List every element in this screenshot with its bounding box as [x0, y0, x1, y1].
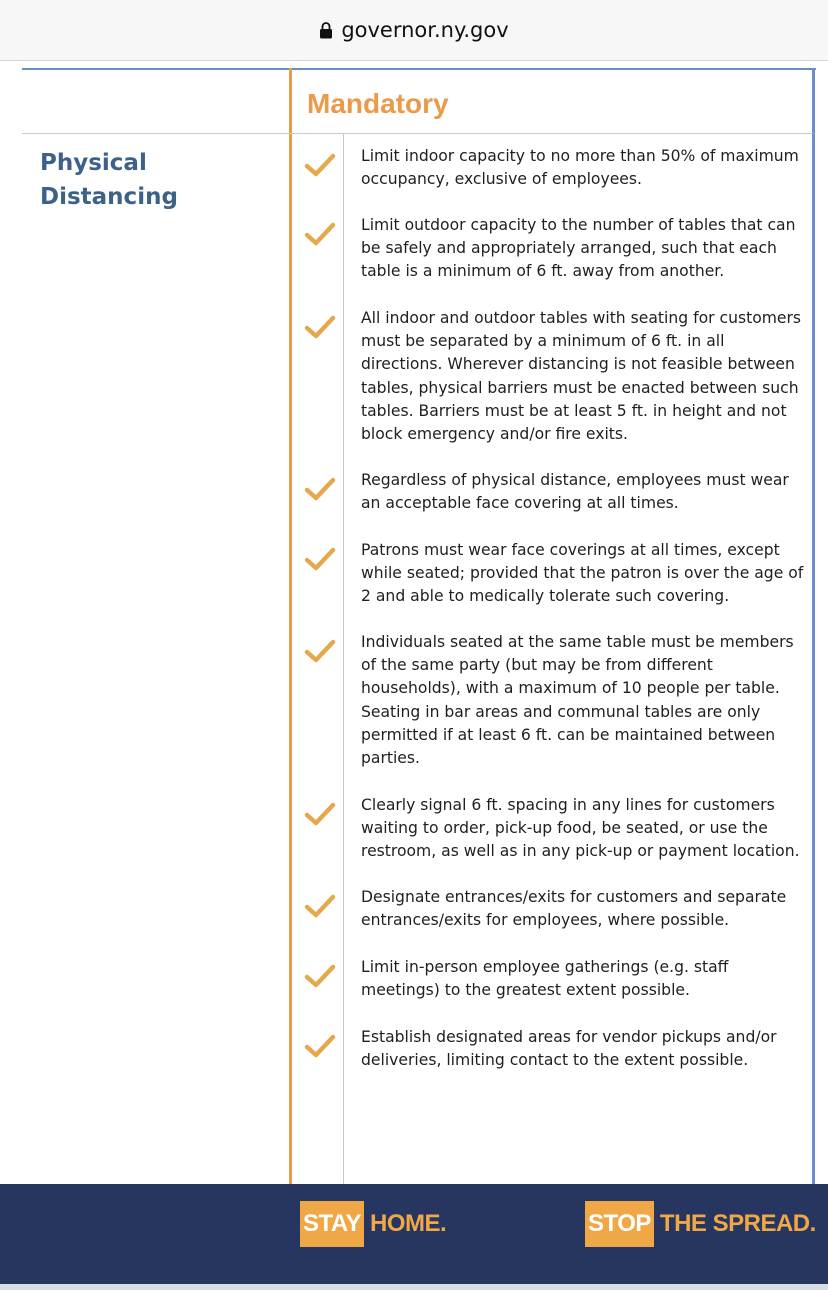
mandatory-column-rule: [289, 68, 292, 1184]
header-divider: [22, 133, 813, 134]
item-text: Limit in-person employee gatherings (e.g. staff meetings) to the greatest extent possible.: [361, 958, 729, 1000]
check-icon: [304, 153, 336, 177]
item-text: Regardless of physical distance, employees must wear an acceptable face covering at all times.: [361, 471, 789, 513]
slogan-stay-box: STAY: [300, 1201, 364, 1247]
table-right-rule: [812, 68, 815, 1184]
column-header-mandatory: Mandatory: [307, 88, 449, 119]
item-text: All indoor and outdoor tables with seating for customers must be separated by a minimum of 6 ft. in all directions. Wherever distancing is not feasible between tables, physical barriers must be enacted between such tables. Barriers must be at least 5 ft. in height and not block emergency and/or fire exits.: [361, 309, 802, 444]
footer-bottom-strip: [0, 1284, 828, 1290]
address-bar[interactable]: [0, 0, 828, 61]
check-icon: [304, 802, 336, 826]
item-text: Establish designated areas for vendor pickups and/or deliveries, limiting contact to the extent possible.: [361, 1028, 777, 1070]
check-icon: [304, 639, 336, 663]
url-text: governor.ny.gov: [341, 18, 509, 42]
item-text: Clearly signal 6 ft. spacing in any lines for customers waiting to order, pick-up food, be seated, or use the restroom, as well as in any pick-up or payment location.: [361, 796, 800, 861]
item-text: Individuals seated at the same table must be members of the same party (but may be from different households), with a maximum of 10 people per table. Seating in bar areas and communal tables are only permitted if at least 6 ft. can be maintained between parties.: [361, 633, 794, 768]
check-icon: [304, 894, 336, 918]
section-title: Physical Distancing: [40, 150, 178, 210]
check-icon: [304, 547, 336, 571]
item-text: Designate entrances/exits for customers and separate entrances/exits for employees, where possible.: [361, 888, 787, 930]
table-top-rule: [22, 68, 816, 70]
item-text: Patrons must wear face coverings at all times, except while seated; provided that the patron is over the age of 2 and able to medically tolerate such covering.: [361, 541, 804, 606]
check-icon: [304, 964, 336, 988]
slogan-stay-home: [300, 1201, 446, 1247]
check-icon: [304, 1034, 336, 1058]
check-icon: [304, 315, 336, 339]
check-icon: [304, 477, 336, 501]
check-column-divider: [343, 134, 344, 1184]
item-text: Limit outdoor capacity to the number of tables that can be safely and appropriately arranged, such that each table is a minimum of 6 ft. away from another.: [361, 216, 796, 281]
slogan-home-text: HOME.: [370, 1210, 447, 1237]
slogan-stop-spread: [585, 1201, 816, 1247]
slogan-stop-box: STOP: [585, 1201, 654, 1247]
slogan-spread-text: THE SPREAD.: [659, 1210, 816, 1237]
item-text: Limit indoor capacity to no more than 50% of maximum occupancy, exclusive of employees.: [361, 147, 799, 189]
check-icon: [304, 222, 336, 246]
lock-icon: [319, 21, 333, 39]
